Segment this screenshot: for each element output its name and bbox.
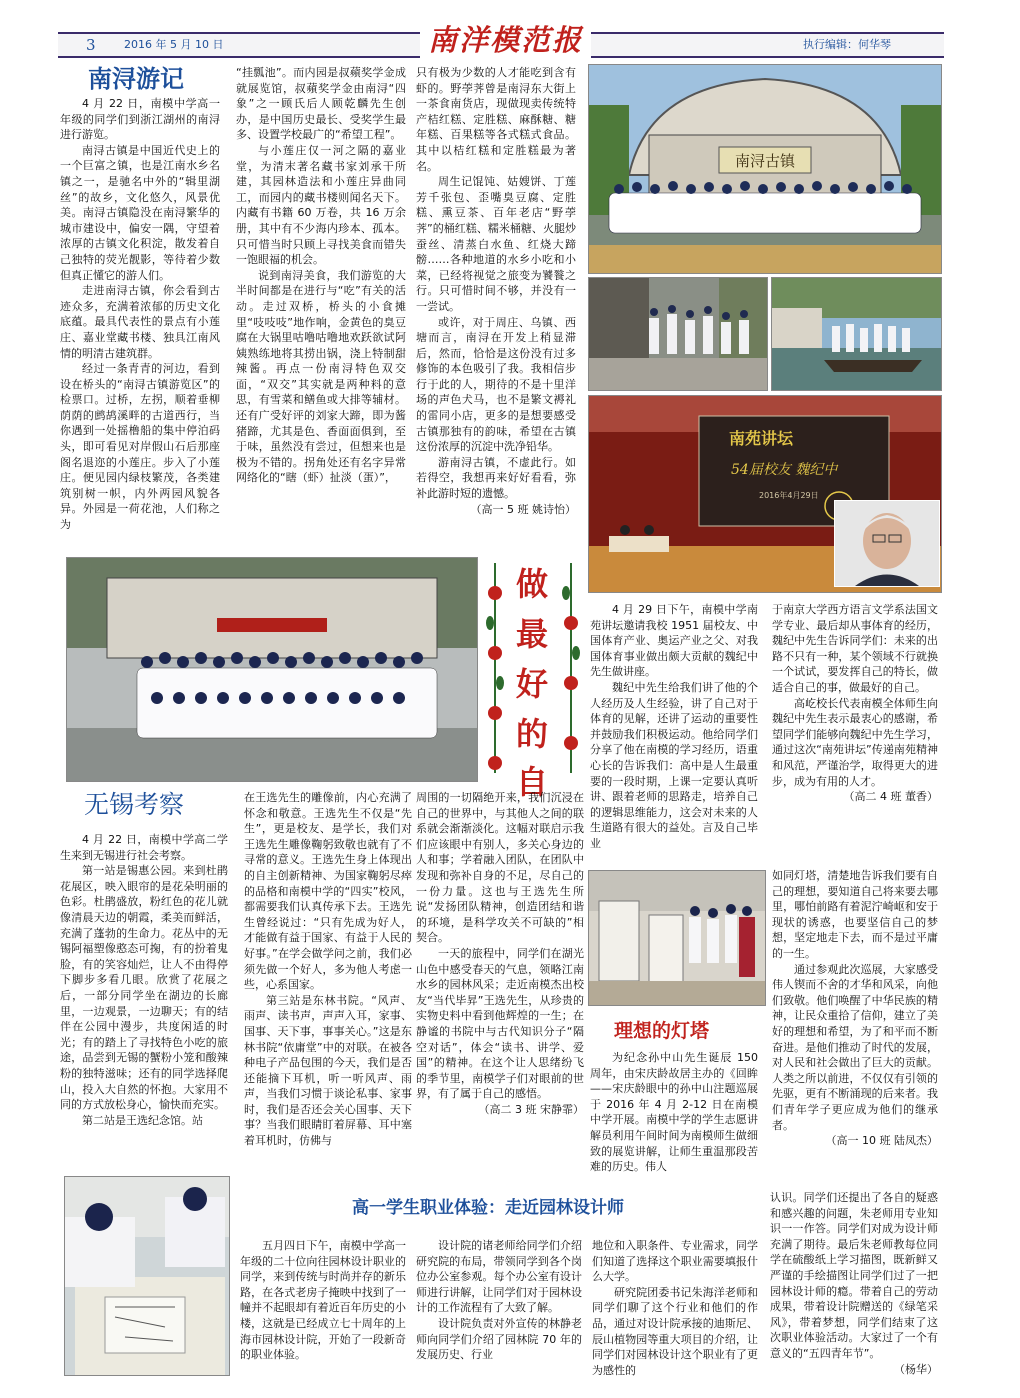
paragraph: 一天的旅程中，同学们在湖光山色中感受春天的气息，领略江南水乡的园林风采；走近南模杰出校友“当代毕昇”王选先生，从珍贵的实物史料中看到他辉煌的一生；在静谧的书院中与古代知识分子“隔空对话”，体会“读书、讲学、爱国”的精神。在这个让人思绪纷飞的季节里，南模学子们对眼前的世界，有了属于自己的感悟。 bbox=[416, 946, 584, 1101]
paragraph: 南浔古镇是中国近代史上的一个巨富之镇，也是江南水乡名镇之一，是驰名中外的“辑里湖丝”的故乡，文化悠久，风景优美。南浔古镇隐没在南浔繁华的城市建设中，偏安一隅，守望着浓厚的古镇文化积淀，散发着自己独特的荧光靓影，等待着少数但真正懂它的游人们。 bbox=[60, 143, 220, 282]
nanyuan-column-1 bbox=[590, 602, 758, 850]
nanyuan-column-2 bbox=[772, 602, 938, 838]
lighthouse-title: 理想的灯塔 bbox=[614, 1020, 710, 1042]
career-column-3 bbox=[592, 1238, 758, 1378]
lighthouse-column-1 bbox=[590, 1050, 758, 1190]
paragraph: 在王选先生的雕像前，内心充满了怀念和敬意。王选先生不仅是“先生”，更是校友、是学长，我们对王选先生雕像鞠躬致敬也就有了不寻常的意义。王选先生身上体现出的自主创新精神、为国家鞠躬尽瘁的品格和南模中学的“四实”校风，都需要我们认真传承下去。王选先生曾经说过：“只有先成为好人，才能做有益于国家、有益于人民的好事。”在学会做学问之前，我们必须先做一个好人，多为他人考虑一些，心系国家。 bbox=[244, 791, 412, 992]
career-title: 高一学生职业体验：走近园林设计师 bbox=[352, 1198, 624, 1218]
editor-credit: 执行编辑：何华琴 bbox=[803, 38, 891, 51]
paragraph: 五月四日下午，南模中学高一年级的二十位向往园林设计职业的同学，来到传统与时尚并存的新乐路，在各式老房子掩映中找到了一幢并不起眼却有着近百年历史的小楼，这就是已经成立七十周年的上海市园林设计院，开始了一段新奇的职业体验。 bbox=[240, 1239, 406, 1362]
paragraph: 第一站是锡惠公园。来到杜鹃花展区，映入眼帘的是花朵明丽的色彩。杜鹃盛放，粉红色的花儿就像清晨天边的朝霞，柔美而鲜活，充满了蓬勃的生命力。花丛中的无锡阿福塑像憨态可掬，有的扮着鬼脸，有的笑容灿烂，让人不由得停下脚步多看几眼。欣赏了花展之后，一部分同学坐在湖边的长廊里，一边观景，一边聊天；有的结伴在公园中漫步，共度闲适的时光；有的踏上了寻找特色小吃的旅途，品尝到无锡的蟹粉小笼和酸辣粉的独特滋味；还有的同学选择爬山，投入大自然的怀抱。大家用不同的方式放松身心，愉快而充实。 bbox=[60, 864, 228, 1112]
slogan-char: 好 bbox=[515, 665, 548, 703]
paragraph: 4 月 22 日，南模中学高二学生来到无锡进行社会考察。 bbox=[60, 833, 228, 862]
career-column-4 bbox=[770, 1190, 938, 1380]
paragraph: 通过参观此次巡展，大家感受伟人锲而不舍的才华和风采，向他们致敬。他们唤醒了中华民族的精神，让民众重拾了信仰，建立了美好的理想和希望，为了和平而不断奋进。是他们推动了时代的发展，对人民和社会做出了巨大的贡献。人类之所以前进，不仅仅有引领的先驱，更有不断涌现的后来者。我们青年学子更应成为他们的继承者。 bbox=[772, 962, 938, 1132]
paragraph: 为纪念孙中山先生诞辰 150 周年，由宋庆龄故居主办的《回眸——宋庆龄眼中的孙中山注题巡展于 2016 年 4 月 2-12 日在南模中学开展。南模中学的学生志愿讲解员利用午间时间为南模师生做细致的展览讲解，让师生重温那段苦难的历史。伟人 bbox=[590, 1051, 758, 1174]
byline: （高一 5 班 姚诗怡） bbox=[470, 502, 576, 516]
byline: （高二 3 班 宋静霏） bbox=[478, 1102, 584, 1116]
masthead: 南洋模范报 bbox=[420, 21, 591, 59]
paragraph: 4 月 29 日下午，南模中学南苑讲坛邀请我校 1951 届校友、中国体育产业、奥运产业之父、对我国体育事业做出颇大贡献的魏纪中先生做讲座。 bbox=[590, 603, 758, 679]
paragraph: 游南浔古镇，不虚此行。如若得空，我想再来好好看看，弥补此游时短的遗憾。 bbox=[416, 455, 576, 501]
paragraph: 认识。同学们还提出了各自的疑惑和感兴趣的问题，朱老师用专业知识一一作答。同学们对成为设计师充满了期待。最后朱老师教每位同学在硫酸纸上学习描图，既新鲜又严谨的手绘描图让同学们过了一把园林设计师的瘾。带着自己的劳动成果，带着设计院赠送的《绿笔采风》，带着梦想，同学们结束了这次职业体验活动。大家过了一个有意义的“五四青年节”。 bbox=[770, 1191, 938, 1360]
lecture-screen-date: 2016年4月29日 bbox=[759, 491, 819, 500]
paragraph: 设计院负责对外宣传的林静老师向同学们介绍了园林院 70 年的发展历史、行业 bbox=[416, 1316, 582, 1362]
paragraph: 魏纪中先生给我们讲了他的个人经历及人生经验，讲了自己对于体育的见解，还讲了运动的重要性并鼓励我们积极运动。他给同学们分享了他在南模的学习经历，语重心长的告诉我们：高中是人生最重要的一段时期，上课一定要认真听讲、跟着老师的思路走，培养自己的逻辑思维能力，这会对未来的人生道路有很大的益处。言及自己毕业 bbox=[590, 680, 758, 850]
paragraph: 走进南浔古镇，你会看到古迹众多，充满着浓郁的历史文化底蕴。最具代表性的景点有小莲庄、嘉业堂藏书楼、独具江南风情的明清古建筑群。 bbox=[60, 284, 220, 360]
byline: （杨华） bbox=[894, 1362, 938, 1376]
photo-portrait-inset bbox=[834, 500, 940, 587]
paragraph: 研究院团委书记朱海洋老师和同学们聊了这个行业和他们的作品，通过对设计院承接的迪斯尼、辰山植物园等重大项目的介绍，让同学们对园林设计这个职业有了更为感性的 bbox=[592, 1285, 758, 1377]
paragraph: 或许，对于周庄、乌镇、西塘而言，南浔在开发上稍显滞后，然而，恰恰是这份没有过多修饰的本色吸引了我。我相信步行于此的人，期待的不是十里洋场的声色犬马，也不是繁文褥礼的雷同小店，更多的是想要感受古镇那独有的韵味，希望在古镇这份浓厚的沉淀中洗净铅华。 bbox=[416, 315, 576, 454]
nanxun-column-3 bbox=[416, 65, 576, 551]
wuxi-column-1 bbox=[60, 832, 228, 1152]
paragraph: 第二站是王选纪念馆。站 bbox=[82, 1113, 203, 1127]
paragraph: 周围的一切隔绝开来，我们沉浸在自己的世界中，与其他人之间的联系就会渐渐淡化。这幅对联启示我们应该眼中有别人，多关心身边的人和事；学着融入团队，在团队中发现和弥补自身的不足，尽自己的一份力量。这也与王选先生所说“发扬团队精神，创造团结和谐的环境，是科学攻关不可缺的”相契合。 bbox=[416, 791, 584, 945]
photo-wuxi-group bbox=[66, 557, 478, 782]
slogan-char: 自 bbox=[515, 763, 548, 801]
paragraph: 周生记馄饨、姑嫂饼、丁莲芳千张包、歪嘴臭豆腐、定胜糕、熏豆茶、百年老店“野荸荠”的桶红糕、糯米桶糖、火腿炒蚕丝、清蒸白水鱼、红烧大蹄髈……各种地道的水乡小吃和小菜，已经将视觉之旅变为饕餮之行。只可惜时间不够，并没有一一尝试。 bbox=[416, 175, 576, 313]
photo-archway-group bbox=[588, 64, 942, 274]
lecture-screen-subtitle: 54届校友 魏纪中 bbox=[731, 462, 838, 478]
photo-walking-students bbox=[588, 277, 768, 391]
wuxi-column-3 bbox=[416, 790, 584, 1185]
photo-canal bbox=[771, 277, 942, 391]
nanxun-column-2 bbox=[236, 65, 406, 551]
paragraph: 与小莲庄仅一河之隔的嘉业堂，为清末著名藏书家刘承干所建，其园林造法和小莲庄异曲同工，而园内的藏书楼则闻名天下。内藏有书籍 60 万卷，共 16 万余册，其中有不少海内珍本、孤本。只可惜当时只顾上寻找美食而错失一饱眼福的机会。 bbox=[236, 143, 406, 267]
nanxun-title: 南浔游记 bbox=[88, 64, 184, 93]
lecture-screen-title: 南苑讲坛 bbox=[729, 429, 794, 448]
career-column-1 bbox=[240, 1238, 406, 1378]
paragraph: 如同灯塔，清楚地告诉我们要有自己的理想，要知道自己将来要去哪里，哪怕前路有着泥泞崎岖和安于现状的诱惑，也要坚信自己的梦想，坚定地走下去，而不是过平庸的一生。 bbox=[772, 869, 938, 960]
issue-date: 2016 年 5 月 10 日 bbox=[124, 38, 224, 51]
slogan-char: 最 bbox=[515, 615, 548, 653]
rose-vine-right bbox=[560, 563, 582, 773]
paragraph: 高屹校长代表南模全体师生向魏纪中先生表示最衷心的感谢，希望同学们能够向魏纪中先生学习，通过这次“南苑讲坛”传递南苑精神和风范，严谨治学，取得更大的进步，成为有用的人才。 bbox=[772, 696, 938, 788]
paragraph: 经过一条青青的河边，看到设在桥头的“南浔古镇游览区”的检票口。过桥，左拐，顺着垂柳荫荫的鹧鸪溪畔的古道西行，当你遇到一处摇橹船的集中停泊码头，即可看见对岸假山石后那座阁名退迩的小莲庄。步入了小莲庄。便见园内绿枝繁茂，各类建筑别树一帜，内外两园风貌各异。外园是一荷花池，人们称之为 bbox=[60, 362, 220, 532]
slogan-char: 的 bbox=[515, 715, 548, 753]
paragraph: 4 月 22 日，南模中学高一年级的同学们到浙江湖州的南浔进行游览。 bbox=[60, 97, 220, 142]
photo-drawing-students bbox=[64, 1176, 230, 1376]
page-number: 3 bbox=[86, 36, 96, 54]
paragraph: 于南京大学西方语言文学系法国文学专业、最后却从事体育的经历，魏纪中先生告诉同学们：未来的出路不只有一种，某个领域不行就换一个试试，要发挥自己的特长，做适合自己的事，做最好的自己。 bbox=[772, 603, 938, 694]
paragraph: 设计院的诸老师给同学们介绍研究院的布局，带领同学到各个岗位办公室参观。每个办公室有设计师进行讲解，让同学们对于园林设计的工作流程有了大致了解。 bbox=[416, 1239, 582, 1315]
nanxun-column-1 bbox=[60, 96, 220, 551]
wuxi-title: 无锡考察 bbox=[84, 790, 185, 819]
paragraph: 地位和入职条件、专业需求，同学们知道了选择这个职业需要填报什么大学。 bbox=[592, 1239, 758, 1284]
slogan-char: 做 bbox=[515, 565, 548, 603]
paragraph: 第三站是东林书院。“风声、雨声、读书声，声声入耳，家事、国事、天下事，事事关心。”这是东林书院“依庸堂”中的对联。在被各种电子产品包围的今天，我们是否还能摘下耳机，听一听风声、雨声，当我们习惯于谈论私事、家事时，我们是否还会关心国事、天下事？当我们眼睛盯着屏幕、耳中塞着耳机时，仿佛与 bbox=[244, 993, 412, 1148]
rose-vine-left bbox=[484, 563, 506, 773]
vertical-slogan-banner bbox=[480, 557, 585, 801]
gate-sign-text: 南浔古镇 bbox=[734, 152, 796, 170]
byline: （高一 10 班 陆凤杰） bbox=[825, 1134, 938, 1148]
lighthouse-column-2 bbox=[772, 868, 938, 1186]
paragraph: “挂瓢池”。而内园是叔蘋奖学金成就展览馆，叔蘋奖学金由南浔“四象”之一顾氏后人顾乾麟先生创办，是中国历史最长、受奖学生最多、设置学校最广的“希望工程”。 bbox=[236, 66, 406, 142]
wuxi-column-2 bbox=[244, 790, 412, 1185]
paragraph: 说到南浔美食，我们游览的大半时间都是在进行与“吃”有关的活动。走过双桥，桥头的小食摊里“吱吱吱”地作响，金黄色的臭豆腐在大锅里咕噜咕噜地欢跃欲试阿姨熟练地将其捞出锅，浇上特制甜辣酱。再点一份南浔特色双交面，“双交”其实就是两种料的意思，有雪菜和鳝鱼或大排等辅材。还有广受好评的刘家大蹄，即为酱猪蹄，尤其是色、香面面俱到，至于味，虽然没有尝过，但想来也是极为不错的。拐角处还有名字异常网络化的“瞎（虾）扯淡（蛋）”， bbox=[236, 268, 406, 485]
paragraph: 只有极为少数的人才能吃到含有虾的。野荸荠曾是南浔东大街上一茶食南货店，现做现卖传统特产桔红糕、定胜糕、麻酥糖、糖年糕、百果糕等各式糕式食品。其中以桔红糕和定胜糕最为著名。 bbox=[416, 66, 576, 173]
career-column-2 bbox=[416, 1238, 582, 1378]
byline: （高二 4 班 董香） bbox=[843, 790, 938, 804]
photo-exhibition bbox=[588, 870, 766, 1006]
